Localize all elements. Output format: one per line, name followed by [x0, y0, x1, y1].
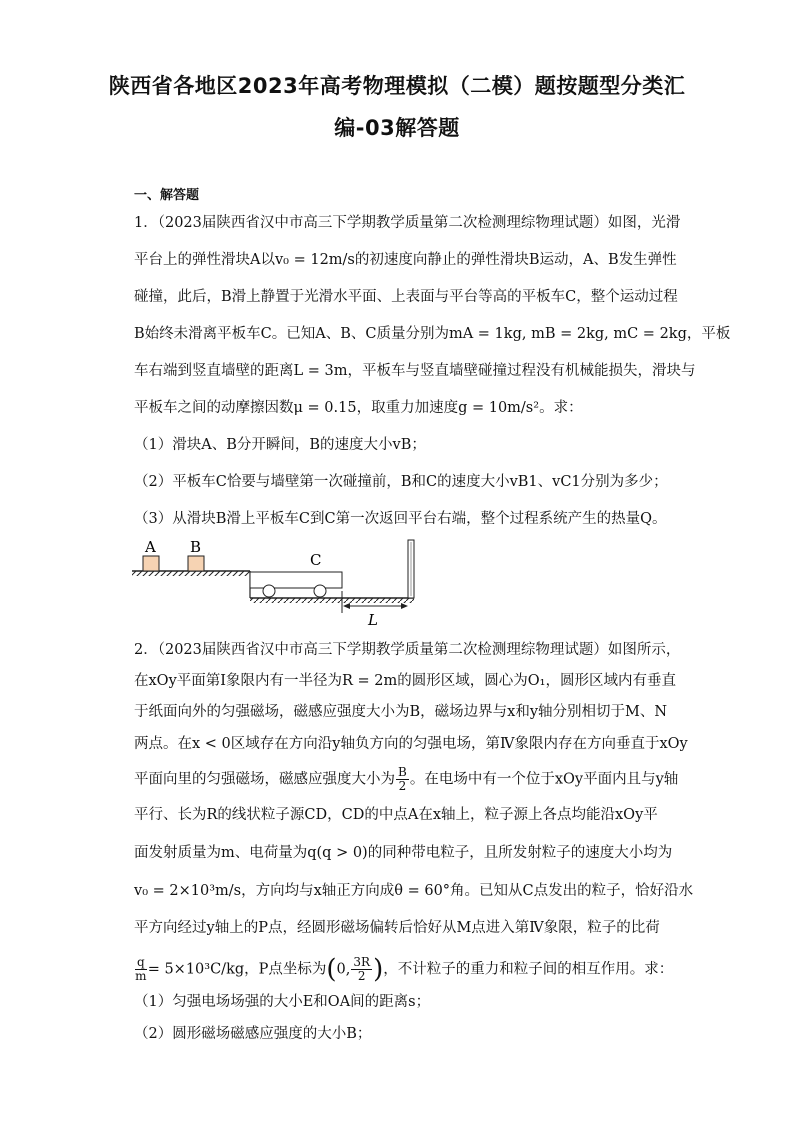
- p-coordinate-lead: 0,: [336, 961, 351, 978]
- q1-sub-1: （1）滑块A、B分开瞬间，B的速度大小vB；: [134, 437, 426, 453]
- document-title-line-2: 编-03解答题: [334, 116, 460, 140]
- cart-wheel-right: [314, 585, 326, 597]
- q1-line-3: 碰撞，此后，B滑上静置于光滑水平面、上表面与平台等高的平板车C，整个运动过程: [134, 289, 678, 305]
- q2-sub-1: （1）匀强电场场强的大小E和OA间的距离s；: [134, 994, 431, 1010]
- q2-line-6: 平行、长为R的线状粒子源CD，CD的中点A在x轴上，粒子源上各点均能沿xOy平: [134, 807, 658, 823]
- q2-line-1: 2．（2023届陕西省汉中市高三下学期教学质量第二次检测理综物理试题）如图所示，: [134, 642, 681, 658]
- q1-figure: [130, 535, 430, 630]
- q2-line-5-a: 平面向里的匀强磁场，磁感应强度大小为: [134, 771, 395, 788]
- q2-line-10-b: ，不计粒子的重力和粒子间的相互作用。求：: [383, 961, 674, 978]
- q2-line-10-a: = 5×10³C/kg，P点坐标为: [147, 961, 327, 978]
- label-c: C: [310, 551, 322, 569]
- block-b: [188, 556, 204, 571]
- section-heading: 一、解答题: [134, 188, 200, 203]
- q1-sub-3: （3）从滑块B滑上平板车C到C第一次返回平台右端，整个过程系统产生的热量Q。: [134, 511, 667, 527]
- q2-line-3: 于纸面向外的匀强磁场，磁感应强度大小为B，磁场边界与x和y轴分别相切于M、N: [134, 704, 668, 720]
- cart-wheel-left: [263, 585, 275, 597]
- q2-line-7: 面发射质量为m、电荷量为q(q > 0)的同种带电粒子，且所发射粒子的速度大小均为: [134, 845, 673, 861]
- platform-hatch: [132, 571, 250, 576]
- label-l: L: [368, 611, 378, 629]
- block-a: [143, 556, 159, 571]
- fraction-3r-over-2: $\frac{3R}{2}$: [353, 955, 371, 983]
- q1-line-1: 1．（2023届陕西省汉中市高三下学期教学质量第二次检测理综物理试题）如图，光滑: [134, 215, 681, 231]
- q2-line-9: 平方向经过y轴上的P点，经圆形磁场偏转后恰好从M点进入第Ⅳ象限，粒子的比荷: [134, 920, 660, 936]
- q1-line-6: 平板车之间的动摩擦因数μ = 0.15，取重力加速度g = 10m/s²。求：: [134, 400, 583, 416]
- q1-line-4: B始终未滑离平板车C。已知A、B、C质量分别为mA = 1kg, mB = 2kg, mC = 2kg，平板: [134, 326, 731, 342]
- ground-hatch: [250, 598, 414, 603]
- q2-sub-2: （2）圆形磁场磁感应强度的大小B；: [134, 1026, 372, 1042]
- q2-line-5-b: 。在电场中有一个位于xOy平面内且与y轴: [409, 771, 679, 788]
- cart-c: [250, 572, 342, 588]
- q1-sub-2: （2）平板车C恰要与墙壁第一次碰撞前，B和C的速度大小vB1、vC1分别为多少；: [134, 474, 668, 490]
- q2-line-5: [134, 766, 678, 793]
- q1-line-5: 车右端到竖直墙壁的距离L = 3m，平板车与竖直墙壁碰撞过程没有机械能损失，滑块与: [134, 363, 696, 379]
- q2-line-2: 在xOy平面第Ⅰ象限内有一半径为R = 2m的圆形区域，圆心为O₁，圆形区域内有垂直: [134, 673, 676, 689]
- fraction-q-over-m: $\frac{q}{m}$: [135, 955, 147, 983]
- fraction-b-over-2: $\frac{B}{2}$: [398, 765, 407, 793]
- label-b: B: [190, 538, 202, 556]
- q1-line-2: 平台上的弹性滑块A以v₀ = 12m/s的初速度向静止的弹性滑块B运动，A、B发生弹性: [134, 252, 677, 268]
- q2-line-8: v₀ = 2×10³m/s，方向均与x轴正方向成θ = 60°角。已知从C点发出的粒子，恰好沿水: [134, 883, 694, 899]
- document-title-line-1: 陕西省各地区2023年高考物理模拟（二模）题按题型分类汇: [108, 74, 686, 98]
- label-a: A: [145, 538, 156, 556]
- q2-line-4: 两点。在x < 0区域存在方向沿y轴负方向的匀强电场，第Ⅳ象限内存在方向垂直于xOy: [134, 736, 688, 752]
- q2-line-10: $\frac{q}{m}$ = 5×10³C/kg，P点坐标为(0, $\frac{3R}{2}$ )，不计粒子的重力和粒子间的相互作用。求：: [135, 954, 674, 985]
